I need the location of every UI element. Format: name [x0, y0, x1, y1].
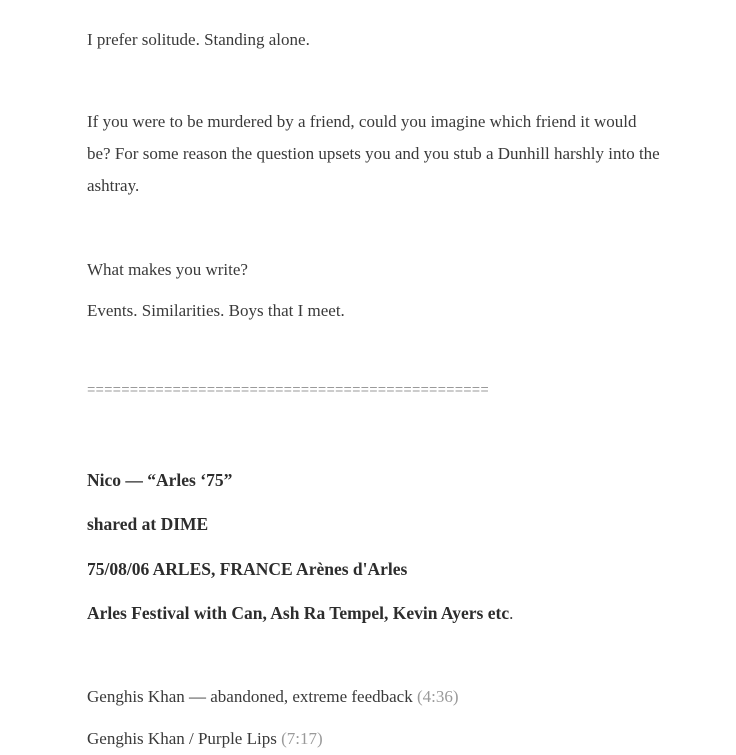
track-title: Genghis Khan — abandoned, extreme feedback — [87, 687, 413, 706]
question-friend-paragraph: If you were to be murdered by a friend, could you imagine which friend it would be? For some reason the question upsets you and you stub a Dunhill harshly into the ashtray. — [87, 112, 660, 195]
answer-what-makes-you-write: Events. Similarities. Boys that I meet. — [87, 301, 345, 320]
track-duration: (7:17) — [281, 729, 323, 748]
track-item — [87, 686, 459, 708]
recording-title: Nico — “Arles ‘75” — [87, 470, 233, 490]
recording-date-location: 75/08/06 ARLES, FRANCE Arènes d'Arles — [87, 559, 408, 579]
track-duration: (4:36) — [416, 687, 459, 706]
recording-source: shared at DIME — [87, 514, 209, 534]
recording-festival-suffix: . — [509, 604, 514, 623]
track-title: Genghis Khan / Purple Lips — [87, 729, 277, 748]
answer-solitude: I prefer solitude. Standing alone. — [87, 30, 310, 49]
recording-festival — [87, 602, 513, 625]
section-divider: =============================================== — [87, 383, 489, 399]
question-what-makes-you-write: What makes you write? — [87, 260, 248, 279]
recording-festival-text: Arles Festival with Can, Ash Ra Tempel, Kevin Ayers etc — [87, 603, 510, 623]
track-item — [87, 728, 323, 750]
